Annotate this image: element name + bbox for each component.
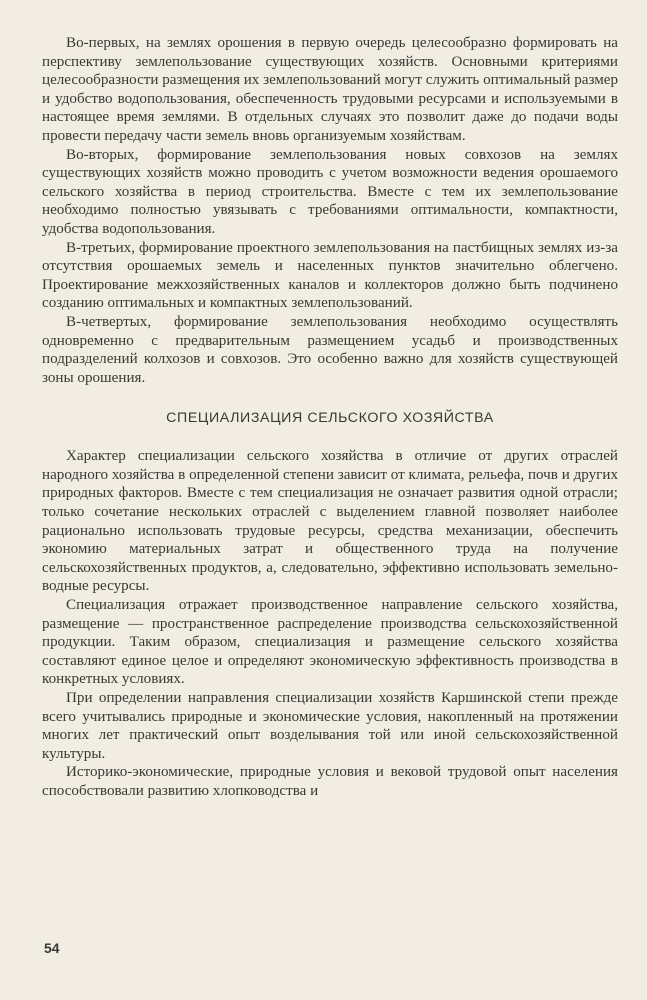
paragraph-first-point: Во-первых, на землях орошения в первую очередь целесообразно формировать на перспективу землепользование существующих хозяйств. Основными критериями целесообразности размещения их землепользований могут служить оптимальный размер и удобство водопользования, обеспеченность трудовыми ресурсами и используемыми в настоящее время землями. В отдельных случаях это позволит даже до подачи воды провести передачу части земель вновь организуемым хозяйствам. [42,35,618,144]
paragraph-second-point: Во-вторых, формирование землепользования новых совхозов на землях существующих хозяйств можно проводить с учетом возможности ведения орошаемого сельского хозяйства в период строительства. Вместе с тем их землепользование необходимо полностью увязывать с требованиями оптимальности, компактности, удобства водопользования. [42,146,618,237]
section-heading: СПЕЦИАЛИЗАЦИЯ СЕЛЬСКОГО ХОЗЯЙСТВА [166,410,494,427]
paragraph-fourth-point: В-четвертых, формирование землепользования необходимо осуществлять одновременно с предварительным размещением усадьб и производственных подразделений колхозов и совхозов. Это особенно важно для хозяйств существующей зоны орошения. [42,313,618,386]
page-text-column [42,34,618,801]
paragraph-historical-conditions: Историко-экономические, природные условия и вековой трудовой опыт населения способствовали развитию хлопководства и [42,764,618,799]
page-number: 54 [44,940,60,956]
paragraph-specialization-character: Характер специализации сельского хозяйства в отличие от других отраслей народного хозяйства в определенной степени зависит от климата, рельефа, почв и других природных факторов. Вместе с тем специализация не означает развития одной отрасли; только сочетание нескольких отраслей с выделением главной позволяет наиболее рационально использовать трудовые ресурсы, средства механизации, обеспечить экономию материальных затрат и общественного труда на получение сельскохозяйственных продуктов, а, следовательно, эффективно использовать земельно-водные ресурсы. [42,448,618,595]
paragraph-third-point: В-третьих, формирование проектного землепользования на пастбищных землях из-за отсутствия орошаемых земель и населенных пунктов значительно облегчено. Проектирование межхозяйственных каналов и коллекторов должно быть подчинено созданию оптимальных и компактных землепользований. [42,239,618,312]
paragraph-specialization-definition: Специализация отражает производственное направление сельского хозяйства, размещение — пространственное распределение производства сельскохозяйственной продукции. Таким образом, специализация и размещение сельского хозяйства составляют единое целое и определяют экономическую эффективность производства в конкретных условиях. [42,597,618,688]
paragraph-karshi-steppe: При определении направления специализации хозяйств Каршинской степи прежде всего учитывались природные и экономические условия, накопленный на протяжении многих лет практический опыт возделывания той или иной сельскохозяйственной культуры. [42,690,618,762]
